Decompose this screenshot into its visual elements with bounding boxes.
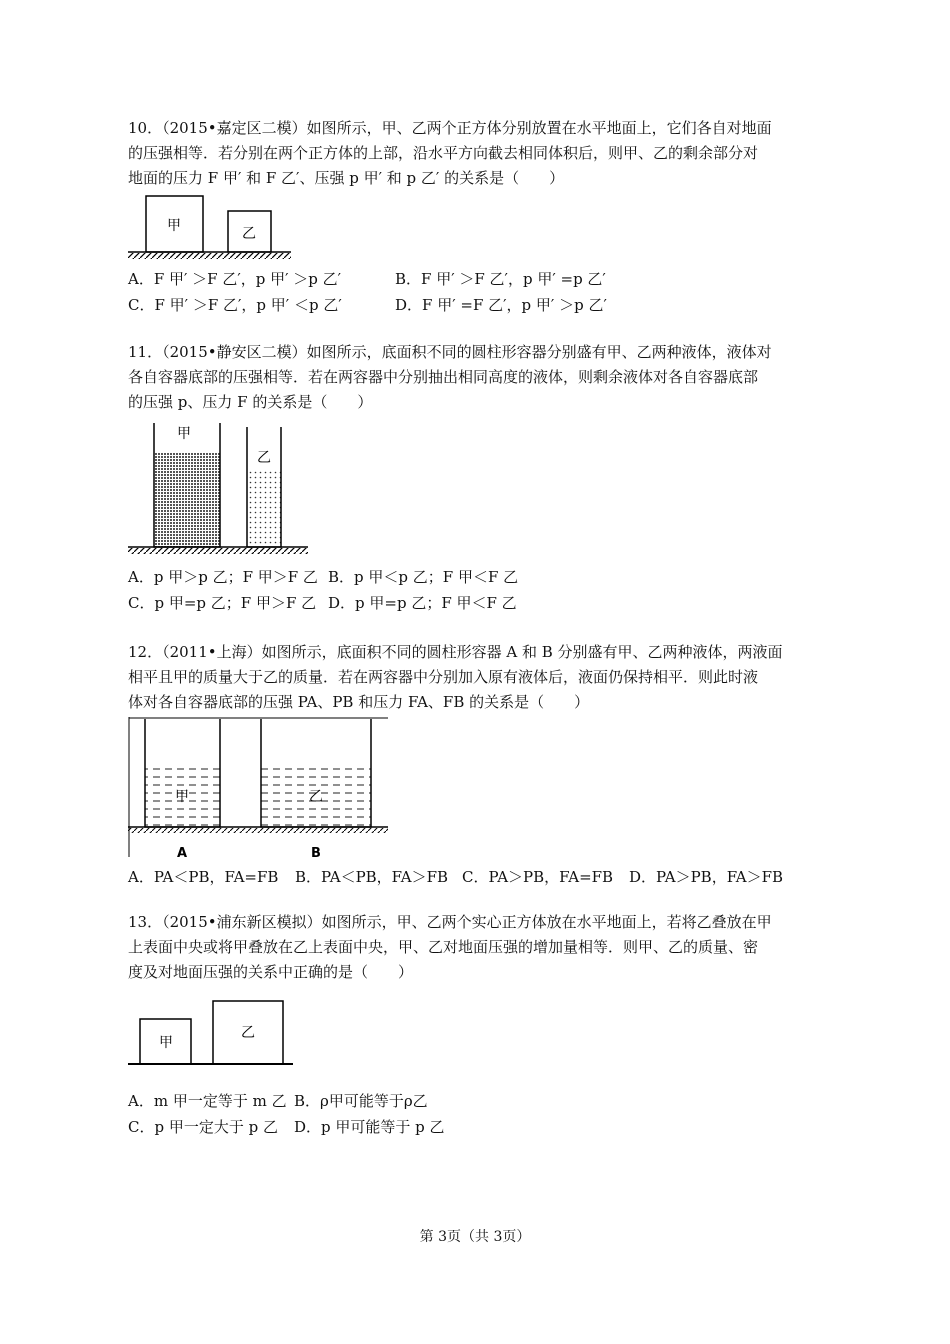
q10-line-2: 的压强相等．若分别在两个正方体的上部，沿水平方向截去相同体积后，则甲、乙的剩余部分对 <box>128 144 759 162</box>
q10-line-3: 地面的压力 F 甲′ 和 F 乙′、压强 p 甲′ 和 p 乙′ 的关系是（ ） <box>128 169 565 187</box>
q12-caption-a: A <box>176 846 188 861</box>
q11-options <box>128 564 518 616</box>
q10-label-jia: 甲 <box>167 218 181 234</box>
q12-option-b[interactable]: B．PA＜PB，FA＞FB <box>295 868 449 886</box>
q11-label-yi: 乙 <box>257 450 271 466</box>
q11-line-1: 11．（2015•静安区二模）如图所示，底面积不同的圆柱形容器分别盛有甲、乙两种液体，液体对 <box>128 343 772 361</box>
q12-line-2: 相平且甲的质量大于乙的质量．若在两容器中分别加入原有液体后，液面仍保持相平．则此时液 <box>128 668 759 686</box>
q10-ground-hatch <box>128 253 291 259</box>
q13-option-a[interactable]: A．m 甲一定等于 m 乙 <box>128 1092 287 1110</box>
page-footer: 第 3页（共 3页） <box>419 1229 531 1245</box>
q11-liquid-yi <box>247 469 281 547</box>
q13-label-yi: 乙 <box>241 1025 255 1041</box>
q11-label-jia: 甲 <box>177 426 191 442</box>
q13-line-3: 度及对地面压强的关系中正确的是（ ） <box>128 963 414 981</box>
q10-option-d[interactable]: D．F 甲′ =F 乙′，p 甲′ ＞p 乙′ <box>395 296 607 314</box>
q12-option-a[interactable]: A．PA＜PB，FA=FB <box>128 868 279 886</box>
question-12 <box>128 640 833 715</box>
q12-label-jia: 甲 <box>175 789 189 805</box>
q12-option-c[interactable]: C．PA＞PB，FA=FB <box>462 868 614 886</box>
q11-figure <box>128 420 310 558</box>
q11-option-d[interactable]: D．p 甲=p 乙；F 甲＜F 乙 <box>328 594 517 612</box>
q12-figure <box>128 717 390 862</box>
q11-option-c[interactable]: C．p 甲=p 乙；F 甲＞F 乙 <box>128 594 317 612</box>
q11-line-2: 各自容器底部的压强相等．若在两容器中分别抽出相同高度的液体，则剩余液体对各自容器底部 <box>128 368 759 386</box>
q10-option-a[interactable]: A．F 甲′ ＞F 乙′，p 甲′ ＞p 乙′ <box>128 270 342 288</box>
q12-line-1: 12．（2011•上海）如图所示，底面积不同的圆柱形容器 A 和 B 分别盛有甲、乙两种液体，两液面 <box>128 643 783 661</box>
q12-option-d[interactable]: D．PA＞PB，FA＞FB <box>629 868 784 886</box>
question-11 <box>128 340 833 415</box>
q13-figure <box>128 997 296 1071</box>
q13-option-d[interactable]: D．p 甲可能等于 p 乙 <box>294 1118 445 1136</box>
question-13 <box>128 910 833 985</box>
q12-caption-b: B <box>311 846 321 861</box>
q11-ground-hatch <box>128 548 308 554</box>
q12-options <box>128 864 783 890</box>
question-10 <box>128 116 833 191</box>
q11-liquid-jia <box>154 453 220 547</box>
q11-option-a[interactable]: A．p 甲＞p 乙；F 甲＞F 乙 <box>128 568 318 586</box>
q10-figure <box>128 192 293 264</box>
q11-option-b[interactable]: B．p 甲＜p 乙；F 甲＜F 乙 <box>328 568 519 586</box>
q10-option-b[interactable]: B．F 甲′ ＞F 乙′，p 甲′ =p 乙′ <box>395 270 606 288</box>
q12-ground-hatch <box>128 828 388 833</box>
q10-options <box>128 266 607 318</box>
q12-line-3: 体对各自容器底部的压强 PA、PB 和压力 FA、FB 的关系是（ ） <box>128 693 590 711</box>
q13-line-2: 上表面中央或将甲叠放在乙上表面中央，甲、乙对地面压强的增加量相等．则甲、乙的质量、密 <box>128 938 759 956</box>
q13-label-jia: 甲 <box>159 1035 173 1051</box>
q11-line-3: 的压强 p、压力 F 的关系是（ ） <box>128 393 373 411</box>
q10-option-c[interactable]: C．F 甲′ ＞F 乙′，p 甲′ ＜p 乙′ <box>128 296 342 314</box>
q12-label-yi: 乙 <box>309 789 323 805</box>
q13-line-1: 13．（2015•浦东新区模拟）如图所示，甲、乙两个实心正方体放在水平地面上，若将乙叠放在甲 <box>128 913 772 931</box>
q13-option-c[interactable]: C．p 甲一定大于 p 乙 <box>128 1118 278 1136</box>
q13-option-b[interactable]: B．ρ甲可能等于ρ乙 <box>294 1092 428 1110</box>
q10-label-yi: 乙 <box>242 226 256 242</box>
q10-line-1: 10．（2015•嘉定区二模）如图所示，甲、乙两个正方体分别放置在水平地面上，它们各自对地面 <box>128 119 772 137</box>
q13-options <box>128 1088 445 1140</box>
